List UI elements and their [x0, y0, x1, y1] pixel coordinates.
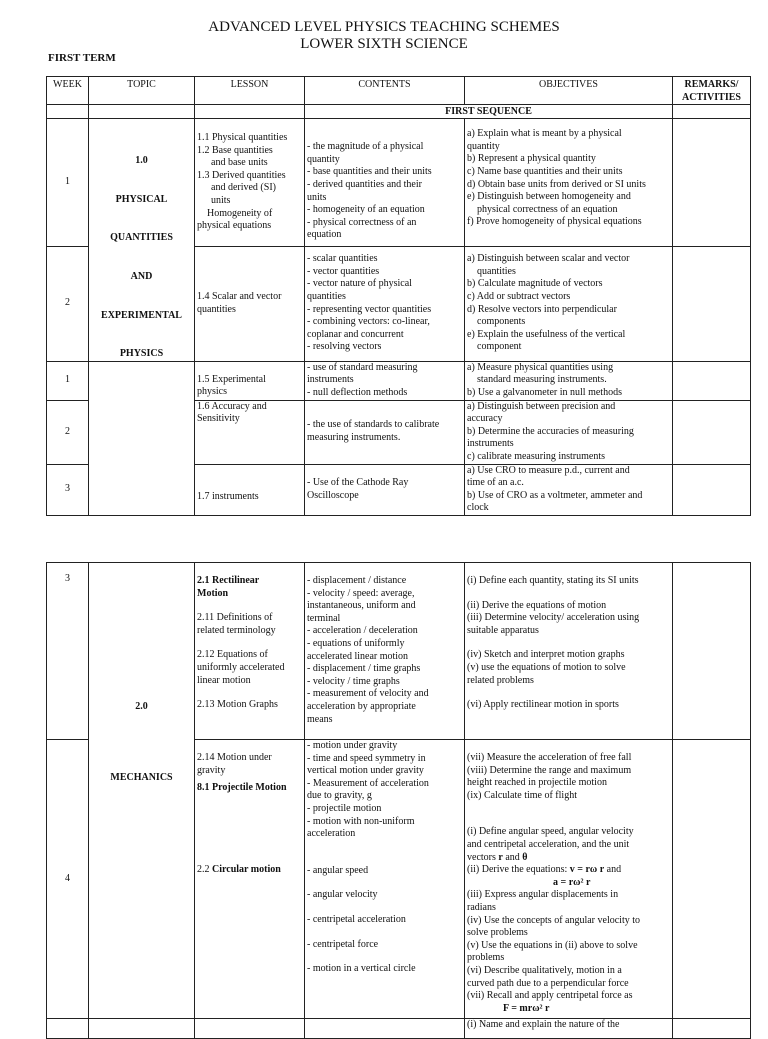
column-header-week: WEEK: [47, 77, 89, 105]
contents-cell: - use of standard measuring instruments - null deflection methods: [305, 361, 465, 400]
column-header-objectives: OBJECTIVES: [465, 77, 673, 105]
lesson-cell: 2.1 Rectilinear Motion 2.11 Definitions of related terminology 2.12 Equations of uniformly accelerated linear motion 2.13 Motion Graphs: [195, 563, 305, 740]
contents-cell: - Use of the Cathode Ray Oscilloscope: [305, 464, 465, 515]
remarks-cell: [673, 246, 751, 361]
remarks-cell: [673, 119, 751, 246]
objectives-cell: a) Explain what is meant by a physical quantity b) Represent a physical quantity c) Name base quantities and their units d) Obtain base units from derived or SI units e) Distinguish between homogeneity and physical correctness of an equation f) Prove homogeneity of physical equations: [465, 119, 673, 246]
lesson-cell: 1.6 Accuracy and Sensitivity: [195, 400, 305, 464]
lesson-cell: 2.14 Motion under gravity 8.1 Projectile Motion 2.2 Circular motion: [195, 740, 305, 1019]
contents-cell: - scalar quantities - vector quantities - vector nature of physical quantities - representing vector quantities - combining vectors: co-linear, coplanar and concurrent - resolving vectors: [305, 246, 465, 361]
week-cell: 1: [47, 361, 89, 400]
column-header-remarks: REMARKS/ ACTIVITIES: [673, 77, 751, 105]
table-row: [47, 563, 751, 740]
week-cell: 3: [47, 464, 89, 515]
remarks-cell: [673, 563, 751, 740]
term-label: FIRST TERM: [48, 52, 116, 64]
objectives-cell: a) Distinguish between scalar and vector quantities b) Calculate magnitude of vectors c) Add or subtract vectors d) Resolve vectors into perpendicular components e) Explain the usefulness of the vertical component: [465, 246, 673, 361]
week-cell: [47, 1019, 89, 1039]
objectives-cell: a) Use CRO to measure p.d., current and time of an a.c. b) Use of CRO as a voltmeter, ammeter and clock: [465, 464, 673, 515]
table-row: [47, 119, 751, 246]
remarks-cell: [673, 740, 751, 1019]
lesson-cell: 1.7 instruments: [195, 464, 305, 515]
table-row: [47, 1019, 751, 1039]
remarks-cell: [673, 464, 751, 515]
topic-cell: 1.0 PHYSICAL QUANTITIES AND EXPERIMENTAL PHYSICS: [89, 119, 195, 362]
remarks-cell: [673, 361, 751, 400]
remarks-cell: [673, 400, 751, 464]
column-header-contents: CONTENTS: [305, 77, 465, 105]
table-row: [47, 361, 751, 400]
page-title: ADVANCED LEVEL PHYSICS TEACHING SCHEMES: [208, 19, 560, 35]
column-header-topic: TOPIC: [89, 77, 195, 105]
remarks-cell: [673, 1019, 751, 1039]
scheme-table-first-sequence: [46, 76, 751, 516]
contents-cell: - the magnitude of a physical quantity - base quantities and their units - derived quantities and their units - homogeneity of an equation - physical correctness of an equation: [305, 119, 465, 246]
lesson-cell: 1.4 Scalar and vector quantities: [195, 246, 305, 361]
scheme-table-mechanics: [46, 562, 751, 1039]
week-cell: 4: [47, 740, 89, 1019]
objectives-cell: a) Distinguish between precision and accuracy b) Determine the accuracies of measuring instruments c) calibrate measuring instruments: [465, 400, 673, 464]
contents-cell: - motion under gravity - time and speed symmetry in vertical motion under gravity - Measurement of acceleration due to gravity, g - projectile motion - motion with non-uniform acceleration - angular speed - angular velocity - centripetal acceleration - centripetal force - motion in a vertical circle: [305, 740, 465, 1019]
contents-cell: [305, 1019, 465, 1039]
contents-cell: - displacement / distance - velocity / speed: average, instantaneous, uniform and terminal - acceleration / deceleration - equations of uniformly accelerated linear motion - displacement / time graphs - velocity / time graphs - measurement of velocity and acceleration by appropriate means: [305, 563, 465, 740]
contents-cell: - the use of standards to calibrate measuring instruments.: [305, 400, 465, 464]
lesson-cell: 1.5 Experimental physics: [195, 361, 305, 400]
lesson-cell: [195, 1019, 305, 1039]
sequence-row: [47, 105, 751, 119]
table-header-row: [47, 77, 751, 105]
page-subtitle: LOWER SIXTH SCIENCE: [300, 36, 468, 52]
column-header-lesson: LESSON: [195, 77, 305, 105]
lesson-cell: 1.1 Physical quantities 1.2 Base quantities and base units 1.3 Derived quantities and derived (SI) units Homogeneity of physical equations: [195, 119, 305, 246]
objectives-cell: (vii) Measure the acceleration of free fall (viii) Determine the range and maximum height reached in projectile motion (ix) Calculate time of flight (i) Define angular speed, angular velocity and centripetal acceleration, and the unit vectors r and θ (ii) Derive the equations: v = rω r and a = rω² r (iii) Express angular displacements in radians (iv) Use the concepts of angular velocity to solve problems (v) Use the equations in (ii) above to solve problems (vi) Describe qualitatively, motion in a curved path due to a perpendicular force (vii) Recall and apply centripetal force as F = mrω² r: [465, 740, 673, 1019]
week-cell: 2: [47, 400, 89, 464]
sequence-label: FIRST SEQUENCE: [305, 105, 673, 119]
week-cell: 2: [47, 246, 89, 361]
topic-cell-empty: [89, 361, 195, 515]
week-cell: 3: [47, 563, 89, 740]
week-cell: 1: [47, 119, 89, 246]
objectives-cell: (i) Name and explain the nature of the: [465, 1019, 673, 1039]
objectives-cell: a) Measure physical quantities using standard measuring instruments. b) Use a galvanometer in null methods: [465, 361, 673, 400]
objectives-cell: (i) Define each quantity, stating its SI units (ii) Derive the equations of motion (iii) Determine velocity/ acceleration using suitable apparatus (iv) Sketch and interpret motion graphs (v) use the equations of motion to solve related problems (vi) Apply rectilinear motion in sports: [465, 563, 673, 740]
topic-cell: [89, 1019, 195, 1039]
topic-cell: 2.0 MECHANICS: [89, 563, 195, 1019]
